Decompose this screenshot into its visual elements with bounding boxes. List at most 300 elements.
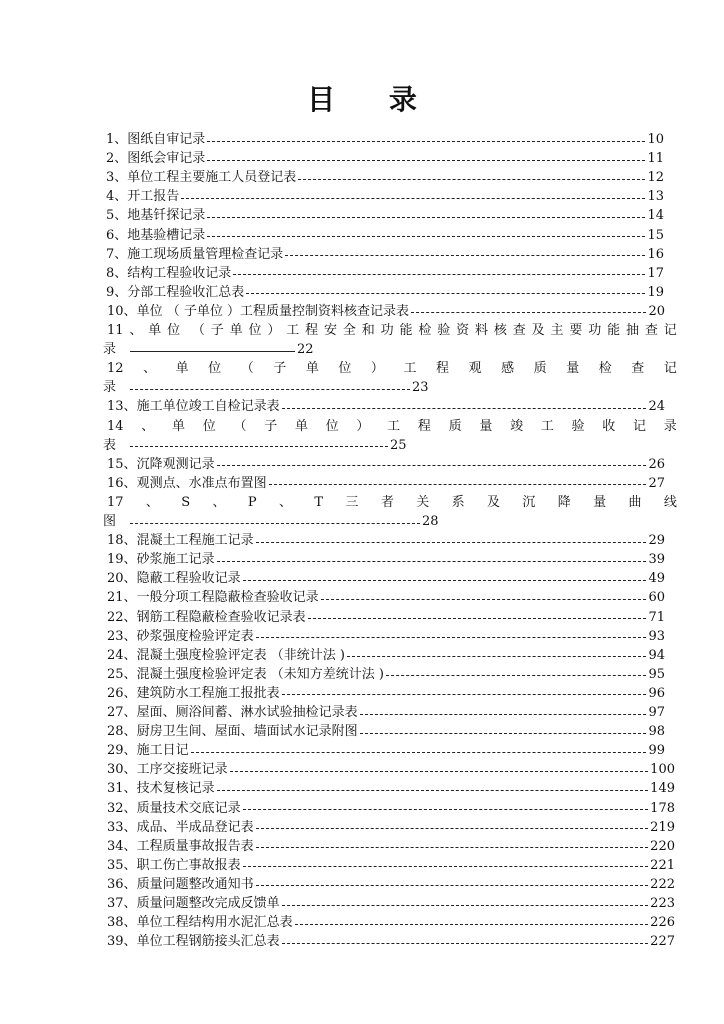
toc-entry xyxy=(106,264,664,284)
toc-entry-char: 及 xyxy=(531,323,545,338)
toc-entry-label xyxy=(106,283,244,303)
toc-entry-char: 单 xyxy=(172,418,186,434)
toc-entry-number: 27 xyxy=(107,705,124,720)
toc-entry-char: 曲 xyxy=(628,494,642,510)
toc-dot-leader xyxy=(308,618,647,619)
toc-entry-char: 工 xyxy=(286,323,300,338)
toc-entry-char: 、 xyxy=(212,494,226,510)
toc-entry-separator: 、 xyxy=(123,857,137,873)
toc-dot-leader xyxy=(191,752,647,753)
toc-entry-separator: 、 xyxy=(123,647,137,663)
toc-entry-char: 、 xyxy=(145,494,159,510)
toc-entry-char: ） xyxy=(356,418,370,434)
toc-page-number: 219 xyxy=(650,819,675,835)
toc-page-number: 10 xyxy=(647,132,664,147)
toc-entry xyxy=(107,608,665,628)
toc-page-number: 23 xyxy=(412,380,429,396)
toc-page-number: 220 xyxy=(650,838,675,854)
toc-entry-char: 关 xyxy=(416,494,430,510)
toc-entry-title: 一般分项工程隐蔽检查验收记录 xyxy=(136,590,319,606)
toc-entry-char: 质 xyxy=(533,361,547,377)
toc-dot-leader xyxy=(217,790,649,791)
toc-page-number: 94 xyxy=(648,647,665,663)
toc-page-number: 39 xyxy=(648,552,665,568)
toc-entry xyxy=(107,932,675,952)
toc-entry-number: 30 xyxy=(107,762,124,778)
toc-entry-separator: 、 xyxy=(123,609,137,625)
toc-page-number: 22 xyxy=(297,342,314,358)
toc-dot-leader xyxy=(282,694,647,695)
toc-dot-leader xyxy=(207,160,645,161)
toc-dot-leader xyxy=(347,656,647,657)
toc-dot-leader xyxy=(256,542,647,543)
toc-entry-label xyxy=(107,722,358,742)
toc-entry-label xyxy=(107,856,241,876)
toc-entry-char: 三 xyxy=(345,494,359,510)
toc-entry-number: 2 xyxy=(106,151,115,167)
toc-entry-separator: 、 xyxy=(123,666,137,682)
toc-entry-title: 厨房卫生间、屋面、墙面试水记录附图 xyxy=(136,724,358,740)
toc-entry-char: 工 xyxy=(387,418,401,434)
toc-entry-label xyxy=(107,818,254,838)
toc-entry-char: （ xyxy=(233,418,247,434)
toc-entry xyxy=(107,665,665,685)
toc-entry-char: 录 xyxy=(663,418,677,434)
toc-entry-number: 17 xyxy=(107,494,124,510)
toc-entry-separator: 、 xyxy=(123,705,137,720)
toc-entry-title: 地基验槽记录 xyxy=(127,227,206,243)
toc-dot-leader xyxy=(411,312,646,313)
toc-dot-leader xyxy=(360,714,647,715)
toc-entry-title: 隐蔽工程验收记录 xyxy=(136,571,241,587)
toc-entry-number: 37 xyxy=(107,896,124,911)
toc-entry-label xyxy=(107,646,345,666)
toc-entry-number: 31 xyxy=(107,781,124,797)
toc-page-number: 227 xyxy=(650,934,675,950)
toc-dot-leader xyxy=(243,866,649,867)
toc-entry xyxy=(107,760,675,780)
toc-entry-char: 位 xyxy=(325,418,339,434)
toc-entry-number: 13 xyxy=(107,399,124,415)
toc-entry-title: 施工单位竣工自检记录表 xyxy=(136,399,280,415)
toc-entry-number: 10 xyxy=(107,303,124,319)
toc-entry-char: 位 xyxy=(338,361,352,377)
toc-entry-number: 9 xyxy=(106,284,115,300)
toc-entry-char: 能 xyxy=(607,323,621,338)
toc-entry-number: 35 xyxy=(107,857,124,873)
toc-dot-leader xyxy=(282,905,649,906)
toc-entry-char: 竣 xyxy=(510,418,524,434)
toc-entry-number: 20 xyxy=(107,571,124,587)
toc-entry-char: 单 xyxy=(305,361,319,377)
toc-entry-char: ） xyxy=(370,361,384,377)
toc-entry-char: 、 xyxy=(279,494,293,510)
toc-entry-char: 料 xyxy=(475,323,489,338)
toc-dot-leader xyxy=(130,351,295,352)
toc-page-number: 221 xyxy=(650,857,675,873)
toc-entry-char: 量 xyxy=(479,418,493,434)
toc-entry-separator: 、 xyxy=(123,456,137,472)
toc-entry-char: 记 xyxy=(663,361,677,377)
toc-entry xyxy=(107,779,675,799)
toc-entry-number: 1 xyxy=(106,132,115,147)
toc-entry-title: 施工日记 xyxy=(136,743,189,759)
toc-entry-continuation xyxy=(103,436,407,456)
toc-entry xyxy=(107,550,665,570)
toc-entry-title: 屋面、厕浴间蓄、淋水试验抽检记录表 xyxy=(136,705,358,720)
toc-dot-leader xyxy=(130,523,420,524)
toc-entry-title: 单位工程主要施工人员登记表 xyxy=(127,170,297,186)
toc-entry-label xyxy=(107,608,306,628)
toc-entry-char: 质 xyxy=(448,418,462,434)
toc-entry-separator: 、 xyxy=(114,208,128,224)
toc-entry-separator: 、 xyxy=(123,876,137,892)
toc-dot-leader xyxy=(256,847,649,848)
toc-entry-separator: 、 xyxy=(123,724,137,740)
toc-entry-char: 单 xyxy=(175,361,189,377)
toc-entry-char: 能 xyxy=(399,323,413,338)
toc-entry-char: S xyxy=(181,494,191,510)
toc-entry-number: 19 xyxy=(107,552,124,568)
toc-entry-continuation xyxy=(103,512,439,532)
toc-page-number: 26 xyxy=(648,456,665,472)
toc-entry-char: 要 xyxy=(569,323,583,338)
toc-entry-char: 程 xyxy=(305,323,319,338)
toc-entry xyxy=(107,875,675,895)
toc-entry-char: 核 xyxy=(493,323,507,338)
toc-page-number: 226 xyxy=(650,915,675,931)
toc-entry-label xyxy=(106,226,205,246)
toc-dot-leader xyxy=(298,179,645,180)
toc-entry-continuation xyxy=(103,340,314,360)
toc-page-number: 178 xyxy=(650,800,675,816)
toc-entry-number: 23 xyxy=(107,628,124,644)
toc-entry xyxy=(107,359,677,379)
toc-entry-char: 线 xyxy=(663,494,677,510)
toc-entry-char: 功 xyxy=(380,323,394,338)
toc-dot-leader xyxy=(243,809,649,810)
toc-entry-number: 6 xyxy=(106,227,115,243)
toc-entry xyxy=(107,684,665,704)
toc-dot-leader xyxy=(386,675,647,676)
toc-entry xyxy=(107,799,675,819)
toc-entry-continuation-text: 录 xyxy=(103,342,117,358)
toc-page-number: 28 xyxy=(422,514,439,529)
toc-entry-separator: 、 xyxy=(123,838,137,854)
toc-page-number: 98 xyxy=(648,724,665,740)
toc-entry xyxy=(107,455,665,475)
toc-entry xyxy=(107,493,677,513)
toc-page-number: 12 xyxy=(647,170,664,186)
toc-page-number: 97 xyxy=(648,705,665,720)
toc-entry-char: （ xyxy=(240,361,254,377)
toc-entry-separator: 、 xyxy=(123,475,137,491)
toc-page-number: 29 xyxy=(648,533,665,549)
toc-entry xyxy=(107,397,665,417)
toc-entry-char: ） xyxy=(267,323,281,338)
toc-entry-label xyxy=(107,703,358,723)
toc-entry-label xyxy=(106,187,179,207)
toc-entry-char: 子 xyxy=(273,361,287,377)
toc-entry-title: 单位工程钢筋接头汇总表 xyxy=(136,934,280,950)
toc-entry xyxy=(107,818,675,838)
toc-entry-label xyxy=(107,627,254,647)
toc-entry xyxy=(107,913,675,933)
toc-dot-leader xyxy=(130,446,388,447)
toc-entry xyxy=(107,627,665,647)
toc-entry-char: 收 xyxy=(602,418,616,434)
toc-entry-char: 系 xyxy=(451,494,465,510)
toc-entry-separator: 、 xyxy=(123,743,137,759)
toc-entry-char: 、 xyxy=(141,418,155,434)
toc-entry-continuation-text: 图 xyxy=(103,514,117,529)
toc-entry-number: 29 xyxy=(107,743,124,759)
toc-entry-char: 查 xyxy=(512,323,526,338)
toc-entry xyxy=(106,245,664,265)
toc-entry-title: 混凝土工程施工记录 xyxy=(136,533,254,549)
toc-entry-separator: 、 xyxy=(123,819,137,835)
toc-entry-char: 位 xyxy=(202,418,216,434)
toc-entry xyxy=(106,206,664,226)
toc-entry-title: 地基钎探记录 xyxy=(127,208,206,224)
toc-entry-title: 混凝土强度检验评定表 （未知方差统计法 ) xyxy=(136,666,384,682)
toc-entry-char: 全 xyxy=(342,323,356,338)
toc-page-number: 13 xyxy=(647,189,664,205)
toc-entry-label xyxy=(107,493,677,513)
toc-dot-leader xyxy=(282,943,649,944)
toc-entry-continuation xyxy=(103,378,429,398)
toc-entry xyxy=(107,321,677,341)
toc-entry-label xyxy=(107,779,215,799)
toc-entry-char: 记 xyxy=(663,323,677,338)
toc-dot-leader xyxy=(282,408,647,409)
toc-entry xyxy=(107,569,665,589)
toc-entry xyxy=(106,168,664,188)
toc-entry xyxy=(107,894,675,914)
toc-dot-leader xyxy=(256,828,649,829)
toc-dot-leader xyxy=(285,255,645,256)
toc-entry-title: 结构工程验收记录 xyxy=(127,265,232,281)
toc-entry-char: 位 xyxy=(167,323,181,338)
toc-entry-label xyxy=(106,149,205,169)
toc-entry-separator: 、 xyxy=(123,533,137,549)
toc-entry-separator: 、 xyxy=(123,762,137,778)
toc-page-number: 24 xyxy=(648,399,665,415)
toc-entry-char: （ xyxy=(191,323,205,338)
toc-entry-label xyxy=(107,588,319,608)
toc-entry-title: 混凝土强度检验评定表 （非统计法 ) xyxy=(136,647,345,663)
toc-entry-title: 砂浆施工记录 xyxy=(136,552,215,568)
toc-dot-leader xyxy=(246,293,645,294)
toc-entry-number: 21 xyxy=(107,590,124,606)
toc-entry-label xyxy=(107,550,215,570)
toc-page-number: 27 xyxy=(648,475,665,491)
toc-entry-number: 11 xyxy=(107,323,124,338)
toc-entry-title: 质量技术交底记录 xyxy=(136,800,241,816)
toc-entry-number: 36 xyxy=(107,876,124,892)
toc-entry-title: 质量问题整改通知书 xyxy=(136,876,254,892)
toc-dot-leader xyxy=(321,599,647,600)
toc-entry-continuation-text: 表 xyxy=(103,437,117,453)
toc-entry xyxy=(107,703,665,723)
toc-entry-separator: 、 xyxy=(123,628,137,644)
toc-entry-number: 26 xyxy=(107,685,124,701)
toc-dot-leader xyxy=(217,561,647,562)
toc-entry-label xyxy=(107,359,677,379)
toc-entry-char: 安 xyxy=(324,323,338,338)
toc-entry-label xyxy=(107,531,254,551)
toc-entry-char: 单 xyxy=(148,323,162,338)
toc-entry-separator: 、 xyxy=(114,151,128,167)
toc-entry-separator: 、 xyxy=(123,303,137,319)
toc-entry-char: 主 xyxy=(550,323,564,338)
toc-entry-separator: 、 xyxy=(123,552,137,568)
toc-page-number: 60 xyxy=(648,590,665,606)
toc-dot-leader xyxy=(360,733,647,734)
toc-entry-number: 18 xyxy=(107,533,124,549)
toc-dot-leader xyxy=(207,236,645,237)
toc-entry-title: 技术复核记录 xyxy=(136,781,215,797)
toc-dot-leader xyxy=(256,637,647,638)
toc-entry-label xyxy=(107,875,254,895)
toc-entry-title: 开工报告 xyxy=(127,189,180,205)
toc-entry-char: 观 xyxy=(468,361,482,377)
toc-entry-title: 质量问题整改完成反馈单 xyxy=(136,896,280,911)
toc-entry-label xyxy=(106,168,296,188)
toc-entry-char: 检 xyxy=(598,361,612,377)
toc-entry-char: 降 xyxy=(557,494,571,510)
toc-entry-label xyxy=(107,741,189,761)
toc-page-number: 11 xyxy=(647,151,664,167)
toc-entry-label xyxy=(107,569,241,589)
toc-entry-title: 图纸会审记录 xyxy=(127,151,206,167)
toc-entry-separator: 、 xyxy=(123,590,137,606)
toc-entry-title: 职工伤亡事故报表 xyxy=(136,857,241,873)
toc-entry-separator: 、 xyxy=(114,284,128,300)
toc-page-number: 17 xyxy=(647,265,664,281)
toc-dot-leader xyxy=(181,198,645,199)
toc-entry-char: 及 xyxy=(486,494,500,510)
toc-dot-leader xyxy=(130,389,410,390)
toc-page-number: 14 xyxy=(647,208,664,224)
toc-entry-label xyxy=(107,474,267,494)
toc-entry-char: 验 xyxy=(571,418,585,434)
toc-entry-char: 资 xyxy=(456,323,470,338)
toc-entry-separator: 、 xyxy=(123,934,137,950)
toc-entry-title: 工程质量事故报告表 xyxy=(136,838,254,854)
toc-entry-char: 、 xyxy=(143,361,157,377)
toc-entry xyxy=(106,130,664,150)
toc-entry-char: P xyxy=(247,494,257,510)
toc-entry-number: 25 xyxy=(107,666,124,682)
toc-entry-number: 3 xyxy=(106,170,115,186)
toc-entry-number: 14 xyxy=(107,418,124,434)
toc-entry-separator: 、 xyxy=(114,189,128,205)
toc-entry-separator: 、 xyxy=(114,132,128,147)
toc-entry-title: 钢筋工程隐蔽检查验收记录表 xyxy=(136,609,306,625)
toc-entry-char: 工 xyxy=(540,418,554,434)
toc-entry-separator: 、 xyxy=(123,896,137,911)
toc-page-number: 49 xyxy=(648,571,665,587)
toc-entry-label xyxy=(106,264,231,284)
toc-entry xyxy=(106,187,664,207)
toc-dot-leader xyxy=(295,924,649,925)
toc-entry-title: 施工现场质量管理检查记录 xyxy=(127,246,284,262)
toc-entry xyxy=(107,856,675,876)
toc-entry-label xyxy=(107,302,409,322)
toc-entry-char: 程 xyxy=(417,418,431,434)
toc-dot-leader xyxy=(230,771,649,772)
toc-entry-title: 成品、半成品登记表 xyxy=(136,819,254,835)
toc-entry-title: 沉降观测记录 xyxy=(136,456,215,472)
toc-entry-number: 16 xyxy=(107,475,124,491)
toc-entry-label xyxy=(107,455,215,475)
toc-dot-leader xyxy=(256,885,649,886)
toc-entry-number: 8 xyxy=(106,265,115,281)
toc-entry-number: 28 xyxy=(107,724,124,740)
toc-entry-char: 抽 xyxy=(626,323,640,338)
toc-entry-char: 子 xyxy=(264,418,278,434)
toc-entry-title: 单位工程结构用水泥汇总表 xyxy=(136,915,293,931)
toc-entry-separator: 、 xyxy=(123,781,137,797)
toc-dot-leader xyxy=(207,217,645,218)
toc-entry-char: 位 xyxy=(208,361,222,377)
toc-entry-char: 功 xyxy=(588,323,602,338)
toc-entry-separator: 、 xyxy=(123,800,137,816)
toc-page-number: 149 xyxy=(650,781,675,797)
toc-entry-char: 子 xyxy=(210,323,224,338)
toc-entry-char: 查 xyxy=(631,361,645,377)
toc-entry-label xyxy=(106,130,205,150)
toc-entry-separator: 、 xyxy=(123,571,137,587)
toc-dot-leader xyxy=(207,141,645,142)
toc-entry-label xyxy=(107,397,280,417)
toc-entry-label xyxy=(107,837,254,857)
toc-dot-leader xyxy=(243,580,647,581)
toc-entry-separator: 、 xyxy=(114,265,128,281)
toc-entry-label xyxy=(107,760,228,780)
toc-entry-label xyxy=(106,206,205,226)
toc-entry xyxy=(107,588,665,608)
toc-entry-title: 分部工程验收汇总表 xyxy=(127,284,245,300)
toc-page-number: 93 xyxy=(648,628,665,644)
toc-entry-number: 39 xyxy=(107,934,124,950)
toc-entry-label xyxy=(107,684,280,704)
toc-entry-char: 查 xyxy=(644,323,658,338)
toc-entry-title: 图纸自审记录 xyxy=(127,132,206,147)
toc-page-number: 15 xyxy=(647,227,664,243)
toc-entry xyxy=(107,837,675,857)
toc-entry-char: 者 xyxy=(380,494,394,510)
toc-entry-number: 34 xyxy=(107,838,124,854)
toc-page-number: 100 xyxy=(650,762,675,778)
toc-entry-label xyxy=(107,665,384,685)
toc-entry-separator: 、 xyxy=(123,685,137,701)
toc-entry-char: 沉 xyxy=(522,494,536,510)
toc-entry-title: 建筑防水工程施工报批表 xyxy=(136,685,280,701)
toc-entry xyxy=(107,531,665,551)
toc-entry-char: 程 xyxy=(436,361,450,377)
toc-entry-label xyxy=(107,932,280,952)
toc-page-number: 223 xyxy=(650,896,675,911)
toc-entry-title: 单位 （ 子单位 ）工程质量控制资料核查记录表 xyxy=(136,303,409,319)
toc-entry-number: 33 xyxy=(107,819,124,835)
toc-page-number: 99 xyxy=(648,743,665,759)
toc-entry-char: 和 xyxy=(361,323,375,338)
toc-entry-number: 12 xyxy=(107,361,124,377)
toc-entry xyxy=(107,417,677,437)
toc-entry-number: 32 xyxy=(107,800,124,816)
